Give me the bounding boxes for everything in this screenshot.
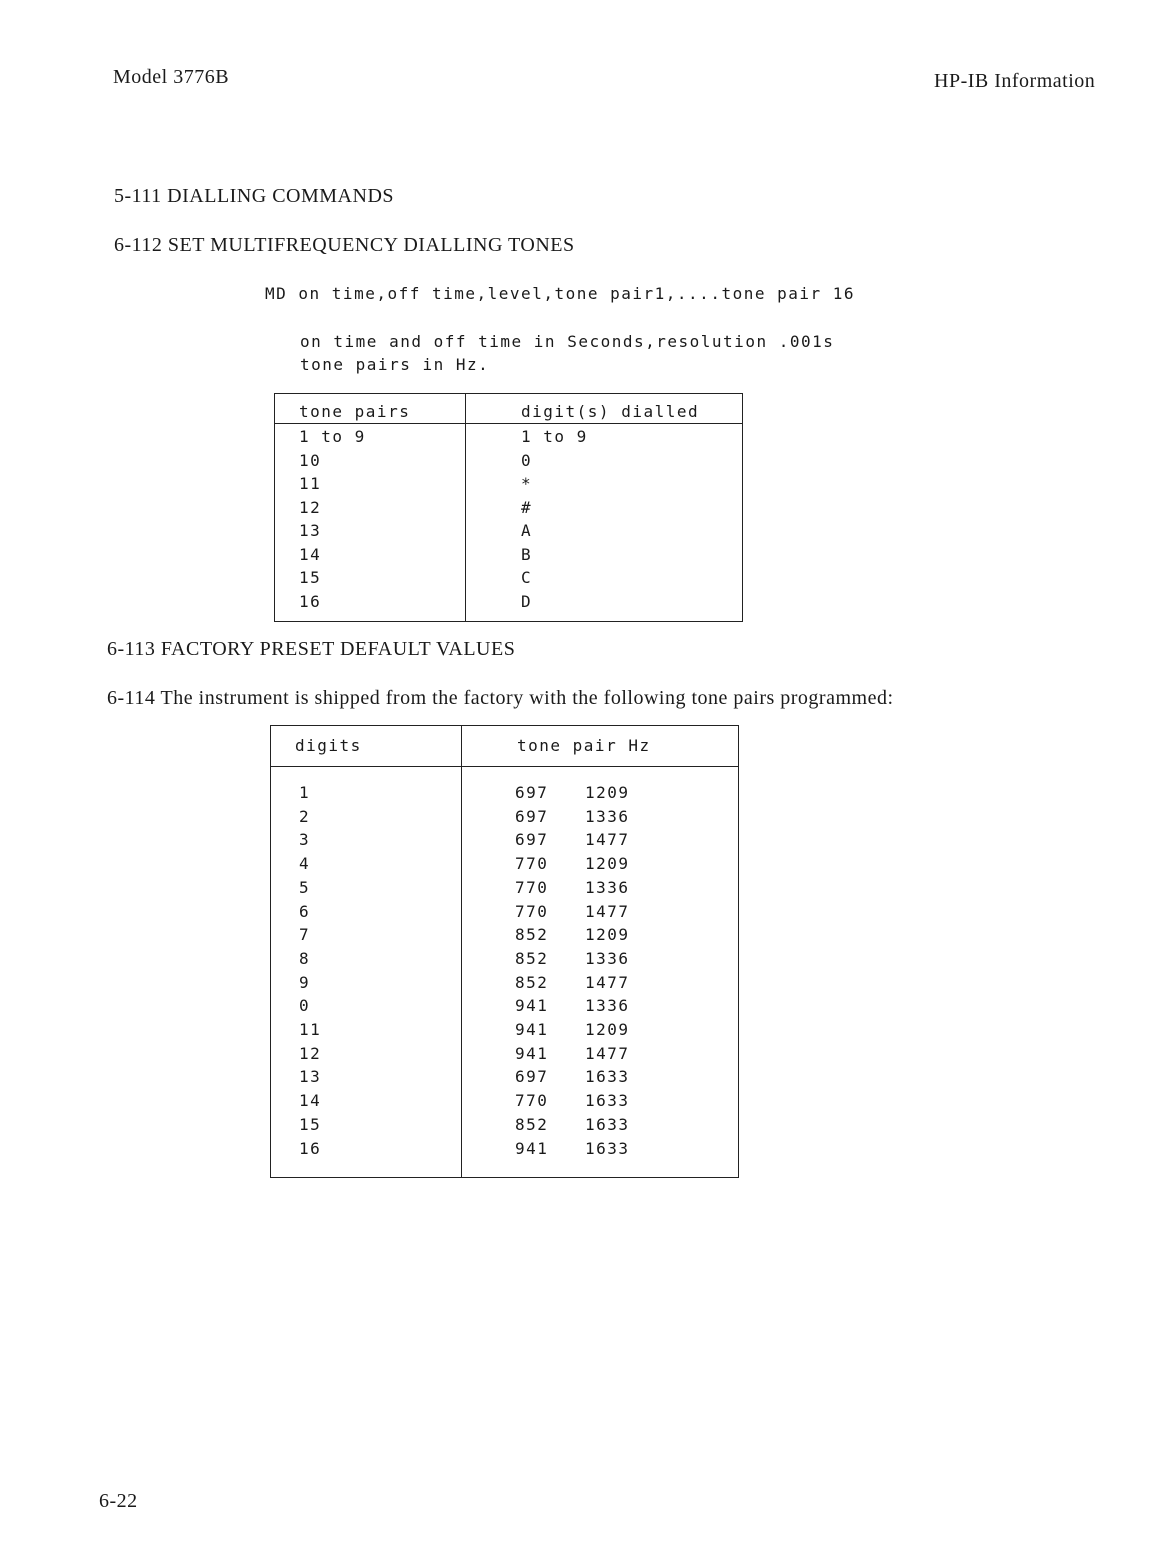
column-divider <box>461 726 462 1177</box>
tone-pair-cell: 13 <box>299 521 322 540</box>
digit-cell: 8 <box>299 948 311 968</box>
col-header-tone-pairs: tone pairs <box>299 402 411 421</box>
low-freq-cell: 770 <box>515 877 549 897</box>
header-section-title: HP-IB Information <box>934 70 1096 92</box>
heading-dialling-commands: 5-111 DIALLING COMMANDS <box>114 185 395 207</box>
high-freq-cell: 1209 <box>585 925 630 945</box>
page-number: 6-22 <box>99 1490 138 1512</box>
digit-cell: 6 <box>299 901 311 921</box>
low-freq-cell: 852 <box>515 972 549 992</box>
digit-dialled-cell: D <box>521 591 533 611</box>
digit-dialled-cell: * <box>521 474 533 493</box>
digit-cell: 0 <box>299 996 311 1016</box>
parameter-note-tone-pairs: tone pairs in Hz. <box>300 355 490 374</box>
tone-pair-cell: 11 <box>299 474 322 493</box>
high-freq-cell: 1336 <box>585 806 630 826</box>
high-freq-cell: 1633 <box>585 1067 630 1087</box>
tone-pair-cell: 12 <box>299 497 322 517</box>
high-freq-cell: 1336 <box>585 877 630 897</box>
high-freq-cell: 1209 <box>585 783 630 802</box>
tone-pair-cell: 15 <box>299 568 322 587</box>
low-freq-cell: 770 <box>515 901 549 921</box>
tone-pair-cell: 10 <box>299 450 322 470</box>
col-header-digits-dialled: digit(s) dialled <box>521 402 700 421</box>
digit-cell: 13 <box>299 1067 322 1087</box>
digit-dialled-cell: A <box>521 521 533 540</box>
col-header-tone-pair-hz: tone pair Hz <box>517 736 651 755</box>
column-divider <box>465 394 466 621</box>
header-rule <box>275 423 742 424</box>
tone-pair-cell: 14 <box>299 544 322 564</box>
digit-cell: 7 <box>299 925 311 945</box>
high-freq-cell: 1633 <box>585 1138 630 1158</box>
high-freq-cell: 1477 <box>585 1043 630 1063</box>
high-freq-cell: 1209 <box>585 1020 630 1039</box>
heading-factory-defaults: 6-113 FACTORY PRESET DEFAULT VALUES <box>107 638 516 660</box>
low-freq-cell: 852 <box>515 1114 549 1134</box>
low-freq-cell: 941 <box>515 1043 549 1063</box>
high-freq-cell: 1633 <box>585 1114 630 1134</box>
paragraph-factory-defaults: 6-114 The instrument is shipped from the factory with the following tone pairs programmed: <box>107 687 894 709</box>
digit-cell: 4 <box>299 854 311 874</box>
low-freq-cell: 941 <box>515 1020 549 1039</box>
low-freq-cell: 941 <box>515 996 549 1016</box>
digit-cell: 2 <box>299 806 311 826</box>
digit-dialled-cell: 0 <box>521 450 533 470</box>
tone-pair-cell: 16 <box>299 591 322 611</box>
tone-pair-cell: 1 to 9 <box>299 427 366 446</box>
high-freq-cell: 1477 <box>585 830 630 850</box>
digit-dialled-cell: C <box>521 568 533 587</box>
digit-cell: 14 <box>299 1091 322 1111</box>
low-freq-cell: 697 <box>515 1067 549 1087</box>
digit-dialled-cell: # <box>521 497 533 517</box>
low-freq-cell: 852 <box>515 948 549 968</box>
default-tone-pairs-table <box>270 725 739 1178</box>
low-freq-cell: 941 <box>515 1138 549 1158</box>
low-freq-cell: 697 <box>515 783 549 802</box>
digit-cell: 5 <box>299 877 311 897</box>
tone-pairs-table <box>274 393 743 622</box>
low-freq-cell: 852 <box>515 925 549 945</box>
col-header-digits: digits <box>295 736 362 755</box>
digit-cell: 1 <box>299 783 311 802</box>
low-freq-cell: 697 <box>515 806 549 826</box>
high-freq-cell: 1477 <box>585 972 630 992</box>
high-freq-cell: 1336 <box>585 948 630 968</box>
parameter-note-times: on time and off time in Seconds,resolution .001s <box>300 332 835 351</box>
command-syntax: MD on time,off time,level,tone pair1,....tone pair 16 <box>265 284 856 303</box>
low-freq-cell: 770 <box>515 854 549 874</box>
digit-dialled-cell: B <box>521 544 533 564</box>
digit-cell: 16 <box>299 1138 322 1158</box>
header-model: Model 3776B <box>113 66 230 88</box>
digit-cell: 15 <box>299 1114 322 1134</box>
digit-cell: 12 <box>299 1043 322 1063</box>
low-freq-cell: 770 <box>515 1091 549 1111</box>
high-freq-cell: 1336 <box>585 996 630 1016</box>
high-freq-cell: 1477 <box>585 901 630 921</box>
digit-dialled-cell: 1 to 9 <box>521 427 588 446</box>
digit-cell: 9 <box>299 972 311 992</box>
digit-cell: 11 <box>299 1020 322 1039</box>
high-freq-cell: 1633 <box>585 1091 630 1111</box>
digit-cell: 3 <box>299 830 311 850</box>
heading-set-mf-tones: 6-112 SET MULTIFREQUENCY DIALLING TONES <box>114 234 575 256</box>
header-rule <box>271 766 738 767</box>
low-freq-cell: 697 <box>515 830 549 850</box>
high-freq-cell: 1209 <box>585 854 630 874</box>
